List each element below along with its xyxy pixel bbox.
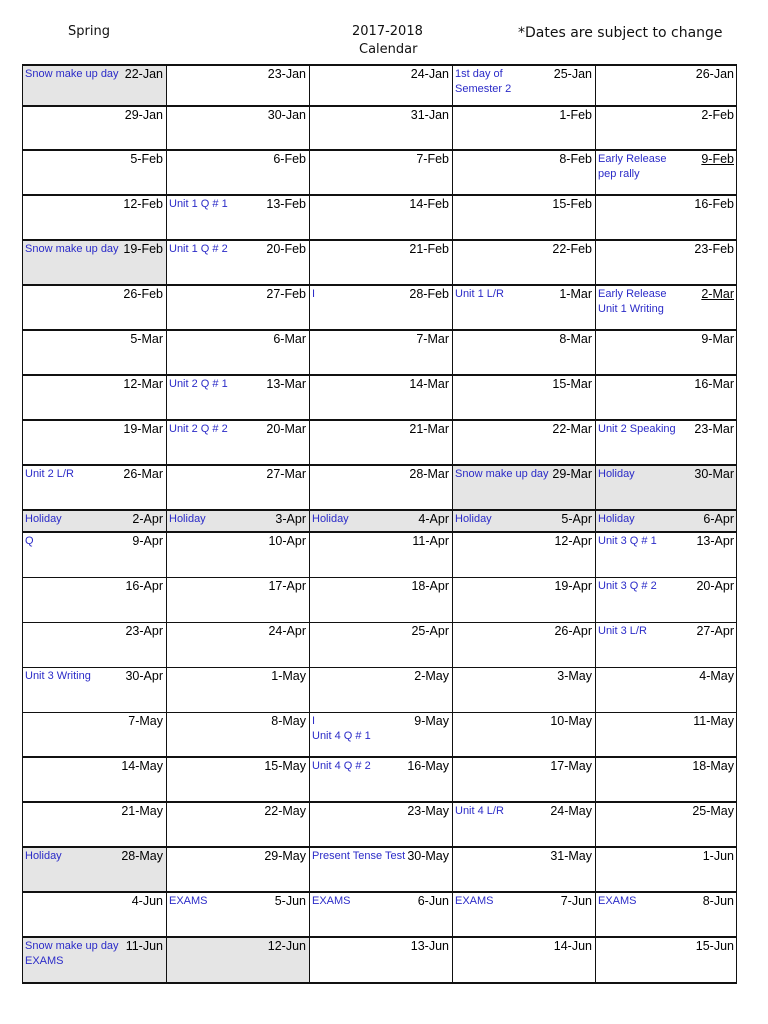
day-cell — [309, 892, 452, 937]
day-cell — [595, 65, 737, 106]
day-date: 19-Mar — [123, 422, 163, 436]
day-date: 16-Apr — [125, 579, 163, 593]
day-date: 7-Jun — [560, 894, 592, 908]
day-cell — [166, 106, 309, 150]
day-date: 6-Apr — [703, 512, 734, 526]
day-cell — [309, 150, 452, 195]
day-cell — [166, 622, 309, 667]
day-date: 27-Feb — [266, 287, 306, 301]
day-note: I Unit 4 Q # 1 — [312, 715, 371, 742]
day-date: 17-May — [550, 759, 592, 773]
day-note: Holiday — [169, 513, 206, 525]
day-cell — [309, 937, 452, 983]
day-cell — [166, 465, 309, 510]
day-cell — [309, 847, 452, 892]
grid-row-line — [22, 577, 737, 578]
day-cell — [452, 420, 595, 465]
day-date: 26-Mar — [123, 467, 163, 481]
day-date: 20-Feb — [266, 242, 306, 256]
day-date: 11-Apr — [412, 534, 449, 548]
grid-row-line — [22, 531, 737, 533]
day-note: EXAMS — [312, 895, 351, 907]
day-cell — [452, 195, 595, 240]
day-note: Holiday — [455, 513, 492, 525]
day-date: 5-Mar — [130, 332, 163, 346]
day-note: Unit 1 L/R — [455, 288, 504, 300]
grid-row-line — [22, 509, 737, 511]
day-cell — [166, 420, 309, 465]
day-cell — [595, 285, 737, 330]
day-date: 15-Feb — [552, 197, 592, 211]
day-date: 23-Apr — [125, 624, 163, 638]
day-date: 30-Jan — [267, 108, 306, 122]
grid-row-line — [22, 936, 737, 938]
day-cell — [452, 622, 595, 667]
day-cell — [452, 802, 595, 847]
day-note: Unit 2 L/R — [25, 468, 74, 480]
grid-row-line — [22, 712, 737, 713]
day-note: Unit 4 Q # 2 — [312, 760, 371, 772]
day-note: Early Release pep rally — [598, 153, 667, 180]
day-cell — [166, 667, 309, 712]
day-cell — [309, 330, 452, 375]
day-date: 1-Feb — [559, 108, 592, 122]
day-date: 28-Feb — [409, 287, 449, 301]
grid-row-line — [22, 982, 737, 984]
day-cell — [22, 802, 166, 847]
day-date: 16-Feb — [694, 197, 734, 211]
grid-row-line — [22, 374, 737, 376]
grid-col-line — [22, 65, 23, 983]
grid-row-line — [22, 64, 737, 66]
day-date: 29-May — [264, 849, 306, 863]
day-cell — [309, 802, 452, 847]
day-date: 12-Jun — [267, 939, 306, 953]
day-cell — [166, 847, 309, 892]
day-cell — [309, 622, 452, 667]
day-cell — [452, 240, 595, 285]
grid-row-line — [22, 105, 737, 107]
day-date: 26-Feb — [123, 287, 163, 301]
day-cell — [595, 577, 737, 622]
day-cell — [309, 757, 452, 802]
day-cell — [452, 375, 595, 420]
day-cell — [22, 285, 166, 330]
day-date: 8-Feb — [559, 152, 592, 166]
day-date: 15-Mar — [552, 377, 592, 391]
grid-row-line — [22, 239, 737, 241]
day-date: 2-Mar — [701, 287, 734, 301]
day-note: Holiday — [25, 850, 62, 862]
day-cell — [452, 65, 595, 106]
day-cell — [595, 802, 737, 847]
day-note: Unit 1 Q # 1 — [169, 198, 228, 210]
day-cell — [595, 712, 737, 757]
day-date: 25-May — [692, 804, 734, 818]
day-cell — [452, 330, 595, 375]
day-cell — [22, 240, 166, 285]
day-date: 25-Jan — [553, 67, 592, 81]
day-cell — [22, 892, 166, 937]
day-cell — [595, 420, 737, 465]
day-cell — [309, 65, 452, 106]
day-date: 8-Jun — [702, 894, 734, 908]
day-date: 22-Mar — [552, 422, 592, 436]
day-date: 30-Mar — [694, 467, 734, 481]
day-note: 1st day of Semester 2 — [455, 68, 512, 95]
grid-col-line — [595, 65, 596, 983]
grid-col-line — [452, 65, 453, 983]
day-cell — [452, 937, 595, 983]
day-date: 9-May — [414, 714, 449, 728]
day-cell — [452, 577, 595, 622]
calendar-grid — [22, 65, 737, 983]
day-note: Holiday — [25, 513, 62, 525]
day-date: 27-Apr — [696, 624, 734, 638]
day-cell — [22, 667, 166, 712]
day-cell — [22, 757, 166, 802]
day-date: 28-May — [121, 849, 163, 863]
day-date: 19-Feb — [123, 242, 163, 256]
day-date: 10-Apr — [268, 534, 306, 548]
day-date: 13-Jun — [410, 939, 449, 953]
day-note: Unit 3 Writing — [25, 670, 91, 682]
day-date: 2-Apr — [132, 512, 163, 526]
day-cell — [595, 465, 737, 510]
day-cell — [166, 712, 309, 757]
day-cell — [166, 532, 309, 577]
season-label: Spring — [68, 24, 110, 39]
day-date: 3-Apr — [275, 512, 306, 526]
day-note: Snow make up day — [455, 468, 549, 480]
day-date: 18-Apr — [411, 579, 449, 593]
day-cell — [595, 106, 737, 150]
day-note: Present Tense Test — [312, 850, 406, 862]
day-cell — [166, 65, 309, 106]
day-note: EXAMS — [169, 895, 208, 907]
day-date: 21-Feb — [409, 242, 449, 256]
day-date: 11-May — [693, 714, 734, 728]
grid-col-line — [309, 65, 310, 983]
day-cell — [595, 622, 737, 667]
day-date: 10-May — [550, 714, 592, 728]
day-cell — [22, 150, 166, 195]
grid-row-line — [22, 329, 737, 331]
day-date: 12-Apr — [554, 534, 592, 548]
day-note: EXAMS — [598, 895, 637, 907]
day-date: 18-May — [692, 759, 734, 773]
day-date: 13-Feb — [266, 197, 306, 211]
day-date: 24-Jan — [410, 67, 449, 81]
day-date: 15-May — [264, 759, 306, 773]
day-cell — [166, 757, 309, 802]
day-date: 23-May — [407, 804, 449, 818]
day-cell — [452, 532, 595, 577]
day-cell — [309, 577, 452, 622]
day-cell — [22, 532, 166, 577]
day-cell — [166, 285, 309, 330]
day-date: 26-Apr — [554, 624, 592, 638]
day-cell — [166, 195, 309, 240]
day-date: 6-Mar — [273, 332, 306, 346]
day-date: 1-May — [271, 669, 306, 683]
day-date: 8-Mar — [559, 332, 592, 346]
day-cell — [309, 375, 452, 420]
day-note: Unit 2 Q # 2 — [169, 423, 228, 435]
day-cell — [595, 240, 737, 285]
day-note: Snow make up day — [25, 68, 119, 80]
day-date: 9-Mar — [701, 332, 734, 346]
day-cell — [309, 667, 452, 712]
day-cell — [22, 712, 166, 757]
day-cell — [595, 510, 737, 532]
day-cell — [309, 195, 452, 240]
day-date: 2-May — [414, 669, 449, 683]
day-date: 20-Apr — [696, 579, 734, 593]
day-cell — [22, 420, 166, 465]
day-note: Holiday — [598, 513, 635, 525]
day-date: 14-May — [121, 759, 163, 773]
day-date: 24-Apr — [268, 624, 306, 638]
day-date: 5-Apr — [561, 512, 592, 526]
grid-row-line — [22, 149, 737, 151]
day-date: 30-May — [407, 849, 449, 863]
day-date: 21-May — [121, 804, 163, 818]
day-date: 29-Jan — [124, 108, 163, 122]
day-date: 12-Feb — [123, 197, 163, 211]
day-cell — [452, 847, 595, 892]
grid-col-line — [736, 65, 737, 983]
day-cell — [595, 667, 737, 712]
day-cell — [595, 150, 737, 195]
day-cell — [595, 937, 737, 983]
day-note: Unit 2 Q # 1 — [169, 378, 228, 390]
grid-row-line — [22, 284, 737, 286]
day-date: 22-Feb — [552, 242, 592, 256]
day-cell — [22, 375, 166, 420]
day-cell — [166, 577, 309, 622]
grid-row-line — [22, 622, 737, 623]
day-cell — [166, 510, 309, 532]
day-note: Unit 3 Q # 2 — [598, 580, 657, 592]
day-note: I — [312, 288, 316, 300]
day-cell — [22, 106, 166, 150]
day-date: 19-Apr — [554, 579, 592, 593]
calendar-title: Calendar — [359, 42, 418, 57]
day-cell — [22, 847, 166, 892]
grid-row-line — [22, 801, 737, 803]
day-date: 23-Feb — [694, 242, 734, 256]
day-cell — [595, 757, 737, 802]
day-date: 3-May — [557, 669, 592, 683]
day-date: 13-Mar — [266, 377, 306, 391]
day-cell — [452, 285, 595, 330]
day-cell — [309, 510, 452, 532]
day-cell — [166, 240, 309, 285]
day-date: 25-Apr — [411, 624, 449, 638]
day-note: Unit 4 L/R — [455, 805, 504, 817]
grid-row-line — [22, 419, 737, 421]
day-date: 23-Mar — [694, 422, 734, 436]
day-cell — [595, 847, 737, 892]
day-date: 14-Feb — [409, 197, 449, 211]
day-date: 9-Feb — [701, 152, 734, 166]
day-cell — [595, 375, 737, 420]
day-cell — [309, 285, 452, 330]
day-cell — [452, 667, 595, 712]
day-date: 14-Mar — [409, 377, 449, 391]
day-date: 15-Jun — [695, 939, 734, 953]
day-date: 5-Jun — [274, 894, 306, 908]
day-cell — [309, 420, 452, 465]
day-date: 8-May — [271, 714, 306, 728]
day-note: Holiday — [312, 513, 349, 525]
day-cell — [452, 465, 595, 510]
grid-row-line — [22, 891, 737, 893]
day-cell — [595, 892, 737, 937]
day-cell — [452, 892, 595, 937]
day-date: 12-Mar — [123, 377, 163, 391]
day-date: 31-May — [550, 849, 592, 863]
day-date: 21-Mar — [409, 422, 449, 436]
day-cell — [22, 622, 166, 667]
day-cell — [22, 195, 166, 240]
day-cell — [452, 712, 595, 757]
day-date: 1-Jun — [702, 849, 734, 863]
day-cell — [166, 937, 309, 983]
day-note: Snow make up day — [25, 243, 119, 255]
day-date: 16-Mar — [694, 377, 734, 391]
day-cell — [166, 892, 309, 937]
day-cell — [595, 195, 737, 240]
day-date: 22-Jan — [124, 67, 163, 81]
day-cell — [166, 802, 309, 847]
day-date: 9-Apr — [132, 534, 163, 548]
day-cell — [309, 106, 452, 150]
day-date: 23-Jan — [267, 67, 306, 81]
day-date: 7-May — [128, 714, 163, 728]
day-date: 28-Mar — [409, 467, 449, 481]
day-cell — [166, 150, 309, 195]
day-note: Unit 3 Q # 1 — [598, 535, 657, 547]
day-date: 24-May — [550, 804, 592, 818]
school-year: 2017-2018 — [352, 24, 423, 39]
day-date: 13-Apr — [696, 534, 734, 548]
day-date: 5-Feb — [130, 152, 163, 166]
day-date: 17-Apr — [268, 579, 306, 593]
day-cell — [309, 712, 452, 757]
day-date: 4-Apr — [418, 512, 449, 526]
day-cell — [22, 465, 166, 510]
day-date: 31-Jan — [410, 108, 449, 122]
day-date: 27-Mar — [266, 467, 306, 481]
day-note: Unit 2 Speaking — [598, 423, 676, 435]
grid-row-line — [22, 846, 737, 848]
day-note: Snow make up day EXAMS — [25, 940, 119, 967]
grid-row-line — [22, 464, 737, 466]
disclaimer-note: *Dates are subject to change — [518, 25, 723, 41]
day-date: 30-Apr — [125, 669, 163, 683]
day-date: 7-Mar — [416, 332, 449, 346]
day-cell — [452, 106, 595, 150]
day-note: Unit 3 L/R — [598, 625, 647, 637]
day-cell — [22, 937, 166, 983]
day-date: 11-Jun — [125, 939, 163, 953]
day-date: 14-Jun — [553, 939, 592, 953]
day-date: 4-Jun — [131, 894, 163, 908]
day-date: 1-Mar — [559, 287, 592, 301]
day-cell — [309, 240, 452, 285]
grid-row-line — [22, 194, 737, 196]
day-cell — [166, 375, 309, 420]
day-note: Holiday — [598, 468, 635, 480]
day-cell — [309, 532, 452, 577]
day-cell — [22, 330, 166, 375]
day-cell — [22, 577, 166, 622]
day-cell — [595, 330, 737, 375]
grid-col-line — [166, 65, 167, 983]
day-cell — [452, 510, 595, 532]
grid-row-line — [22, 667, 737, 668]
day-cell — [595, 532, 737, 577]
day-cell — [452, 150, 595, 195]
day-note: Early Release Unit 1 Writing — [598, 288, 667, 315]
day-cell — [166, 330, 309, 375]
day-date: 20-Mar — [266, 422, 306, 436]
day-date: 26-Jan — [695, 67, 734, 81]
day-date: 22-May — [264, 804, 306, 818]
day-date: 6-Feb — [273, 152, 306, 166]
day-cell — [22, 65, 166, 106]
day-date: 29-Mar — [552, 467, 592, 481]
grid-row-line — [22, 756, 737, 758]
day-date: 6-Jun — [417, 894, 449, 908]
day-note: Q — [25, 535, 34, 547]
day-note: Unit 1 Q # 2 — [169, 243, 228, 255]
day-note: EXAMS — [455, 895, 494, 907]
day-cell — [452, 757, 595, 802]
day-cell — [22, 510, 166, 532]
day-date: 7-Feb — [416, 152, 449, 166]
day-date: 16-May — [407, 759, 449, 773]
day-date: 2-Feb — [701, 108, 734, 122]
day-date: 4-May — [699, 669, 734, 683]
day-cell — [309, 465, 452, 510]
